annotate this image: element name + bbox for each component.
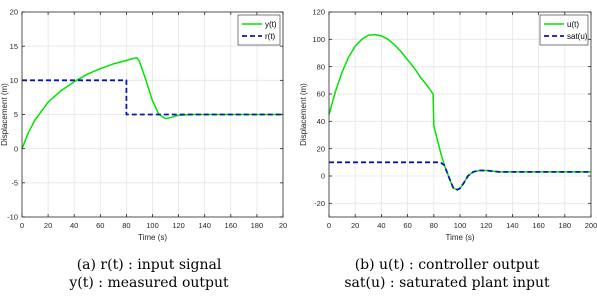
b-y-tick-label-5: 80 [316, 62, 325, 72]
b-x-tick-label-10: 200 [584, 221, 597, 230]
caption-b [298, 256, 596, 292]
b-x-tick-label-5: 100 [453, 221, 467, 230]
a-x-tick-label-9: 180 [250, 221, 264, 230]
b-x-tick-label-9: 180 [558, 221, 572, 230]
a-legend-label-1: r(t) [265, 32, 276, 41]
caption-a-line2: y(t) : measured output [69, 275, 229, 291]
b-x-tick-label-3: 60 [403, 221, 412, 230]
b-x-tick-label-0: 0 [326, 221, 332, 230]
a-x-tick-label-6: 120 [172, 221, 185, 230]
b-y-tick-label-4: 60 [316, 89, 325, 99]
b-y-tick-label-7: 120 [312, 7, 325, 17]
a-x-tick-label-5: 100 [146, 221, 159, 230]
caption-a-line1: (a) r(t) : input signal [76, 257, 222, 273]
b-y-tick-label-2: 20 [316, 144, 325, 154]
a-y-tick-label-4: 10 [9, 75, 18, 85]
b-y-axis-label: Displacement (m) [299, 83, 308, 146]
a-y-tick-label-0: -10 [7, 212, 18, 222]
a-x-tick-label-3: 60 [96, 221, 105, 230]
a-x-tick-label-1: 20 [43, 221, 53, 230]
caption-a [0, 256, 298, 292]
b-y-tick-label-0: -20 [314, 198, 325, 208]
b-y-tick-label-1: 0 [320, 171, 325, 181]
b-y-tick-label-3: 40 [316, 116, 325, 126]
a-y-tick-label-1: -5 [11, 178, 18, 188]
chart-a [0, 0, 298, 250]
a-y-axis-label: Displacement (m) [0, 83, 9, 146]
a-x-axis-label: Time (s) [137, 233, 168, 242]
b-x-tick-label-7: 140 [506, 221, 519, 230]
b-x-tick-label-2: 40 [377, 221, 386, 230]
a-x-tick-label-8: 160 [224, 221, 238, 230]
caption-b-line1: (b) u(t) : controller output [354, 257, 540, 273]
b-y-tick-label-6: 100 [312, 34, 325, 44]
b-x-tick-label-8: 160 [532, 221, 545, 230]
chart-b [298, 0, 596, 250]
a-y-tick-label-2: 0 [13, 144, 18, 154]
a-x-tick-label-0: 0 [19, 221, 25, 230]
b-x-tick-label-1: 20 [351, 221, 360, 230]
a-x-tick-label-7: 140 [198, 221, 211, 230]
a-x-tick-label-4: 80 [122, 221, 131, 230]
a-y-tick-label-6: 20 [9, 7, 18, 17]
a-x-tick-label-10: 20 [278, 221, 288, 230]
a-x-tick-label-2: 40 [70, 221, 79, 230]
b-legend-label-1: sat(u) [567, 32, 588, 41]
b-x-tick-label-6: 120 [479, 221, 493, 230]
b-x-tick-label-4: 80 [429, 221, 438, 230]
b-legend-label-0: u(t) [567, 20, 579, 29]
a-y-tick-label-3: 5 [13, 110, 18, 120]
b-x-axis-label: Time (s) [445, 233, 475, 242]
caption-b-line2: sat(u) : saturated plant input [344, 275, 550, 291]
a-legend-label-0: y(t) [265, 20, 277, 29]
a-y-tick-label-5: 15 [9, 41, 18, 51]
